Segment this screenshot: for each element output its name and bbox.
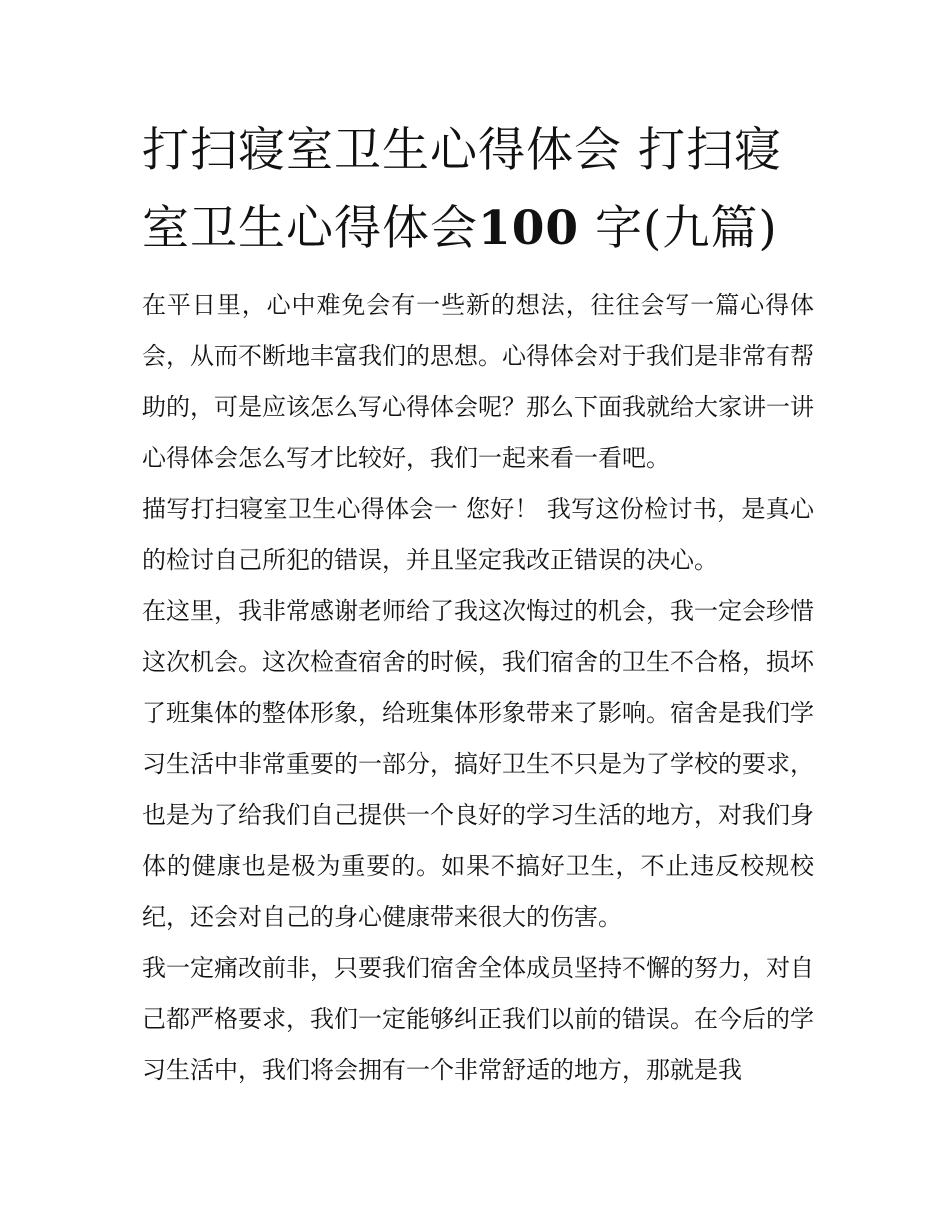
title-text-part2: 字(九篇) <box>579 201 778 256</box>
document-title <box>142 112 814 268</box>
body-paragraph-3: 我一定痛改前非，只要我们宿舍全体成员坚持不懈的努力，对自己都严格要求，我们一定能够纠正我们以前的错误。在今后的学习生活中，我们将会拥有一个非常舒适的地方，那就是我 <box>142 954 814 1084</box>
body-paragraph-1: 描写打扫寝室卫生心得体会一 您好！ 我写这份检讨书，是真心的检讨自己所犯的错误，并且坚定我改正错误的决心。 <box>142 495 814 574</box>
title-number: 100 <box>478 201 580 256</box>
body-paragraph-2: 在这里，我非常感谢老师给了我这次悔过的机会，我一定会珍惜这次机会。这次检查宿舍的时候，我们宿舍的卫生不合格，损坏了班集体的整体形象，给班集体形象带来了影响。宿舍是我们学习生活中非常重要的一部分，搞好卫生不只是为了学校的要求，也是为了给我们自己提供一个良好的学习生活的地方，对我们身体的健康也是极为重要的。如果不搞好卫生，不止违反校规校纪，还会对自己的身心健康带来很大的伤害。 <box>142 597 814 931</box>
title-text-part1: 打扫寝室卫生心得体会 打扫寝室卫生心得体会 <box>142 123 782 256</box>
document-body <box>142 112 814 1096</box>
intro-paragraph: 在平日里，心中难免会有一些新的想法，往往会写一篇心得体会，从而不断地丰富我们的思想。心得体会对于我们是非常有帮助的，可是应该怎么写心得体会呢？那么下面我就给大家讲一讲心得体会怎么写才比较好，我们一起来看一看吧。 <box>142 291 814 472</box>
